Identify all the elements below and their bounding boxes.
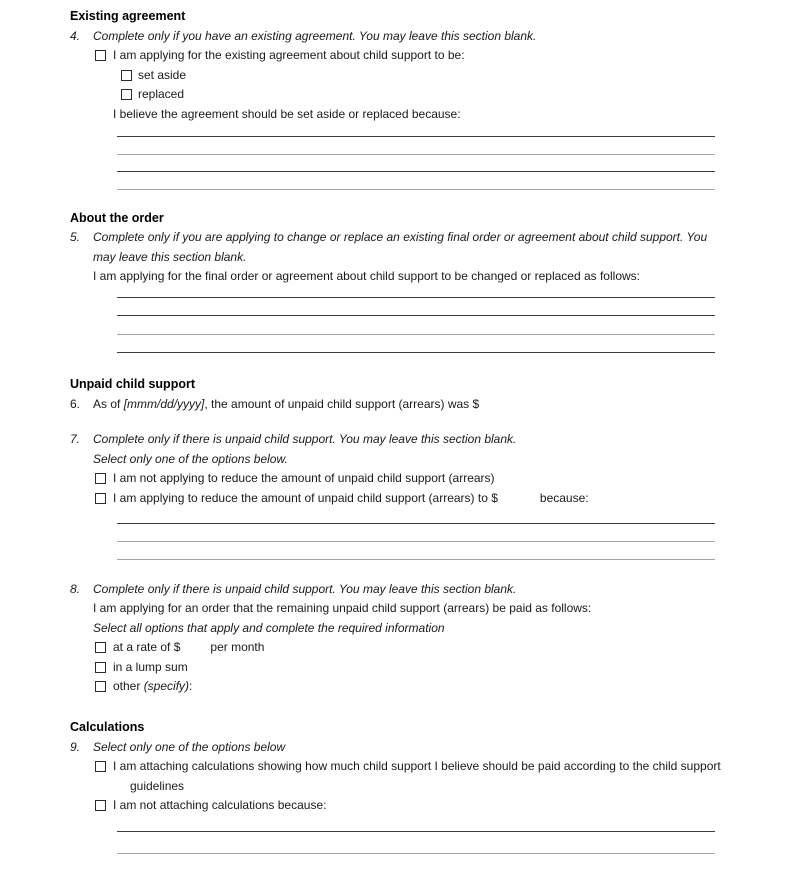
- item-4-number: 4.: [70, 28, 81, 43]
- existing-agreement-checkbox[interactable]: [95, 50, 106, 61]
- item-6-date-placeholder: [mmm/dd/yyyy]: [123, 396, 205, 411]
- rate-label-suffix: per month: [210, 640, 265, 655]
- section-heading-about-the-order: About the order: [70, 210, 164, 225]
- set-aside-label: set aside: [138, 67, 187, 82]
- replaced-label: replaced: [138, 87, 185, 102]
- item-9: [70, 738, 800, 758]
- other-label-suffix: :: [189, 679, 193, 694]
- write-in-line[interactable]: [117, 509, 715, 524]
- write-in-line[interactable]: [117, 137, 715, 155]
- checkbox-row-lump-sum: [95, 658, 800, 678]
- checkbox-row-reduce: [95, 489, 800, 509]
- write-in-line[interactable]: [117, 172, 715, 190]
- not-attaching-label: I am not attaching calculations because:: [113, 798, 327, 813]
- checkbox-row-set-aside: [121, 66, 800, 86]
- write-in-line[interactable]: [117, 125, 715, 138]
- checkbox-row-other: [95, 677, 800, 697]
- checkbox-row-attaching: [95, 757, 800, 796]
- item-7-number: 7.: [70, 432, 81, 447]
- not-attaching-checkbox[interactable]: [95, 800, 106, 811]
- set-aside-checkbox[interactable]: [121, 70, 132, 81]
- reduce-label-suffix: because:: [539, 490, 589, 505]
- item-5-statement: I am applying for the final order or agreement about child support to be changed or replaced as follows:: [93, 269, 640, 284]
- attaching-checkbox[interactable]: [95, 761, 106, 772]
- item-6-statement: [93, 395, 730, 415]
- item-4: [70, 27, 800, 47]
- checkbox-row-not-reduce: [95, 469, 800, 489]
- item-8-number: 8.: [70, 581, 81, 596]
- existing-agreement-label: I am applying for the existing agreement about child support to be:: [113, 48, 465, 63]
- item-6-suffix: , the amount of unpaid child support (arrears) was $: [204, 396, 480, 411]
- checkbox-row-rate: [95, 638, 800, 658]
- not-reduce-checkbox[interactable]: [95, 473, 106, 484]
- write-in-area-item7: [117, 509, 715, 560]
- rate-label-prefix: at a rate of $: [113, 640, 181, 655]
- other-label-specify: (specify): [143, 679, 190, 694]
- checkbox-row-not-attaching: [95, 796, 800, 816]
- write-in-line[interactable]: [117, 155, 715, 173]
- other-label: [113, 677, 730, 697]
- item-9-number: 9.: [70, 739, 81, 754]
- write-in-line[interactable]: [117, 298, 715, 317]
- item-8-select-note: Select all options that apply and complete the required information: [93, 620, 445, 635]
- lump-sum-label: in a lump sum: [113, 659, 188, 674]
- reduce-label: [113, 489, 730, 509]
- item-7-select-note: Select only one of the options below.: [93, 451, 288, 466]
- believe-statement: I believe the agreement should be set aside or replaced because:: [113, 106, 461, 121]
- item-8: [70, 580, 800, 600]
- item-5: [70, 228, 800, 267]
- item-6-number: 6.: [70, 396, 81, 411]
- write-in-area-item5: [117, 287, 715, 354]
- checkbox-row-replaced: [121, 85, 800, 105]
- write-in-line[interactable]: [117, 816, 715, 832]
- write-in-area-item4: [117, 125, 715, 190]
- item-6-prefix: As of: [93, 396, 124, 411]
- replaced-checkbox[interactable]: [121, 89, 132, 100]
- write-in-line[interactable]: [117, 542, 715, 560]
- item-8-statement: I am applying for an order that the remaining unpaid child support (arrears) be paid as follows:: [93, 601, 592, 616]
- item-7-instruction: Complete only if there is unpaid child support. You may leave this section blank.: [93, 432, 517, 447]
- item-4-instruction: Complete only if you have an existing agreement. You may leave this section blank.: [93, 28, 537, 43]
- item-9-instruction: Select only one of the options below: [93, 739, 286, 754]
- write-in-line[interactable]: [117, 832, 715, 854]
- item-7: [70, 430, 800, 450]
- write-in-line[interactable]: [117, 524, 715, 542]
- other-checkbox[interactable]: [95, 681, 106, 692]
- write-in-line[interactable]: [117, 287, 715, 298]
- write-in-area-item9: [117, 816, 715, 854]
- lump-sum-checkbox[interactable]: [95, 662, 106, 673]
- rate-checkbox[interactable]: [95, 642, 106, 653]
- section-heading-unpaid-child-support: Unpaid child support: [70, 376, 195, 391]
- rate-label: [113, 638, 730, 658]
- write-in-line[interactable]: [117, 335, 715, 354]
- other-label-prefix: other: [113, 679, 144, 694]
- item-5-number: 5.: [70, 230, 81, 245]
- item-6: [70, 395, 800, 415]
- write-in-line[interactable]: [117, 316, 715, 335]
- checkbox-row-existing-agreement: [95, 46, 800, 66]
- not-reduce-label: I am not applying to reduce the amount of unpaid child support (arrears): [113, 471, 495, 486]
- section-heading-calculations: Calculations: [70, 720, 145, 735]
- reduce-label-prefix: I am applying to reduce the amount of unpaid child support (arrears) to $: [113, 490, 498, 505]
- item-5-instruction: Complete only if you are applying to change or replace an existing final order or agreement about child support. You may leave this section blank.: [93, 230, 708, 264]
- item-8-instruction: Complete only if there is unpaid child support. You may leave this section blank.: [93, 581, 517, 596]
- reduce-checkbox[interactable]: [95, 493, 106, 504]
- attaching-label: I am attaching calculations showing how much child support I believe should be paid according to the child support guidelines: [113, 759, 721, 793]
- section-heading-existing-agreement: Existing agreement: [70, 9, 186, 23]
